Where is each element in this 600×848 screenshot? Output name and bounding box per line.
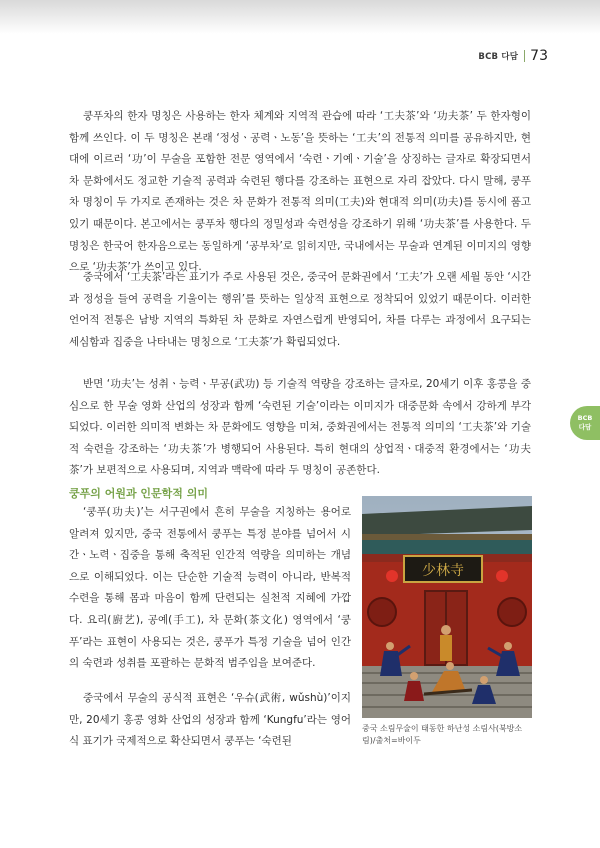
page-header bbox=[478, 47, 548, 65]
side-tab[interactable] bbox=[570, 406, 600, 440]
photo-caption: 중국 소림무술이 태동한 하난성 소림사(북방소림)/출처=바이두 bbox=[362, 724, 523, 745]
column-paragraph: ‘쿵푸(功夫)’는 서구권에서 흔히 무술을 지칭하는 용어로 알려져 있지만, 중국 전통에서 쿵푸는 특정 분야를 넘어서 시간ㆍ노력ㆍ집중을 통해 축적된 인간적 역량을 의미하는 개념으로 이해되었다. 이는 단순한 기술적 능력이 아니라, 반복적 수련을 통해 몸과 마음이 함께 단련되는 실천적 지혜에 가깝다. 요리(廚艺), 공예(手工), 차 문화(茶文化) 영역에서 ‘쿵푸’라는 표현이 사용되는 것은, 쿵푸가 특정 기술을 넘어 인간의 숙련과 성취를 포괄하는 문화적 범주임을 보여준다. bbox=[69, 506, 351, 670]
top-shadow bbox=[0, 0, 600, 34]
section-label: BCB 다담 bbox=[478, 52, 519, 62]
temple-sign: 少林寺 bbox=[422, 563, 464, 579]
paragraph: 중국에서 ‘工夫茶’라는 표기가 주로 사용된 것은, 중국어 문화권에서 ‘工夫’가 오랜 세월 동안 ‘시간과 정성을 들여 공력을 기울이는 행위’를 뜻하는 일상적 표현으로 정착되어 있었기 때문이다. 이러한 언어적 전통은 남방 지역의 특화된 차 문화로 자연스럽게 반영되어, 차를 다루는 과정에서 요구되는 세심함과 집중을 나타내는 명칭으로 ‘工夫茶’가 확립되었다. bbox=[69, 271, 531, 348]
section-heading: 쿵푸의 어원과 인문학적 의미 bbox=[69, 487, 208, 500]
shaolin-temple-illustration bbox=[362, 496, 532, 718]
header-divider bbox=[524, 50, 525, 62]
page-number: 73 bbox=[530, 48, 548, 64]
side-tab-line2: 다담 bbox=[578, 423, 592, 431]
side-tab-line1: BCB bbox=[577, 414, 593, 422]
paragraph: 반면 ‘功夫’는 성취ㆍ능력ㆍ무공(武功) 등 기술적 역량을 강조하는 글자로, 20세기 이후 홍콩을 중심으로 한 무술 영화 산업의 성장과 함께 ‘숙련된 기술’이라는 이미지가 대중문화 속에서 강하게 부각되었다. 이러한 의미적 변화는 차 문화에도 영향을 미쳐, 중화권에서는 전통적 의미의 ‘工夫茶’와 기술적 숙련을 강조하는 ‘功夫茶’가 병행되어 사용된다. 특히 현대의 상업적ㆍ대중적 환경에서는 ‘功夫茶’가 보편적으로 사용되며, 지역과 맥락에 따라 두 명칭이 공존한다. bbox=[69, 378, 531, 477]
shaolin-temple-photo bbox=[362, 496, 532, 718]
paragraph: 쿵푸차의 한자 명칭은 사용하는 한자 체계와 지역적 관습에 따라 ‘工夫茶’와 ‘功夫茶’ 두 한자형이 함께 쓰인다. 이 두 명칭은 본래 ‘정성ㆍ공력ㆍ노동’을 뜻하는 ‘工夫’의 전통적 의미를 공유하지만, 현대에 이르러 ‘功’이 무술을 포함한 전문 영역에서 ‘숙련ㆍ기예ㆍ기술’을 상징하는 글자로 확장되면서 차 문화에서도 정교한 기술적 공력과 숙련된 행다를 강조하는 표현으로 자리 잡았다. 다시 말해, 쿵푸차 명칭이 두 가지로 존재하는 것은 차 문화가 전통적 의미(工夫)와 현대적 의미(功夫)를 동시에 품고 있기 때문이다. 본고에서는 쿵푸차 행다의 정밀성과 숙련성을 강조하기 위해 ‘功夫茶’를 사용한다. 두 명칭은 한국어 한자음으로는 동일하게 ‘공부차’로 읽히지만, 국내에서는 무술과 연계된 이미지의 영향으로 ‘功夫茶’가 쓰이고 있다. bbox=[69, 110, 531, 274]
column-paragraph: 중국에서 무술의 공식적 표현은 ‘우슈(武術, wǔshù)’이지만, 20세기 홍콩 영화 산업의 성장과 함께 ‘Kungfu’라는 영어식 표기가 국제적으로 확산되면서 쿵푸는 ‘숙련된 bbox=[69, 692, 351, 748]
